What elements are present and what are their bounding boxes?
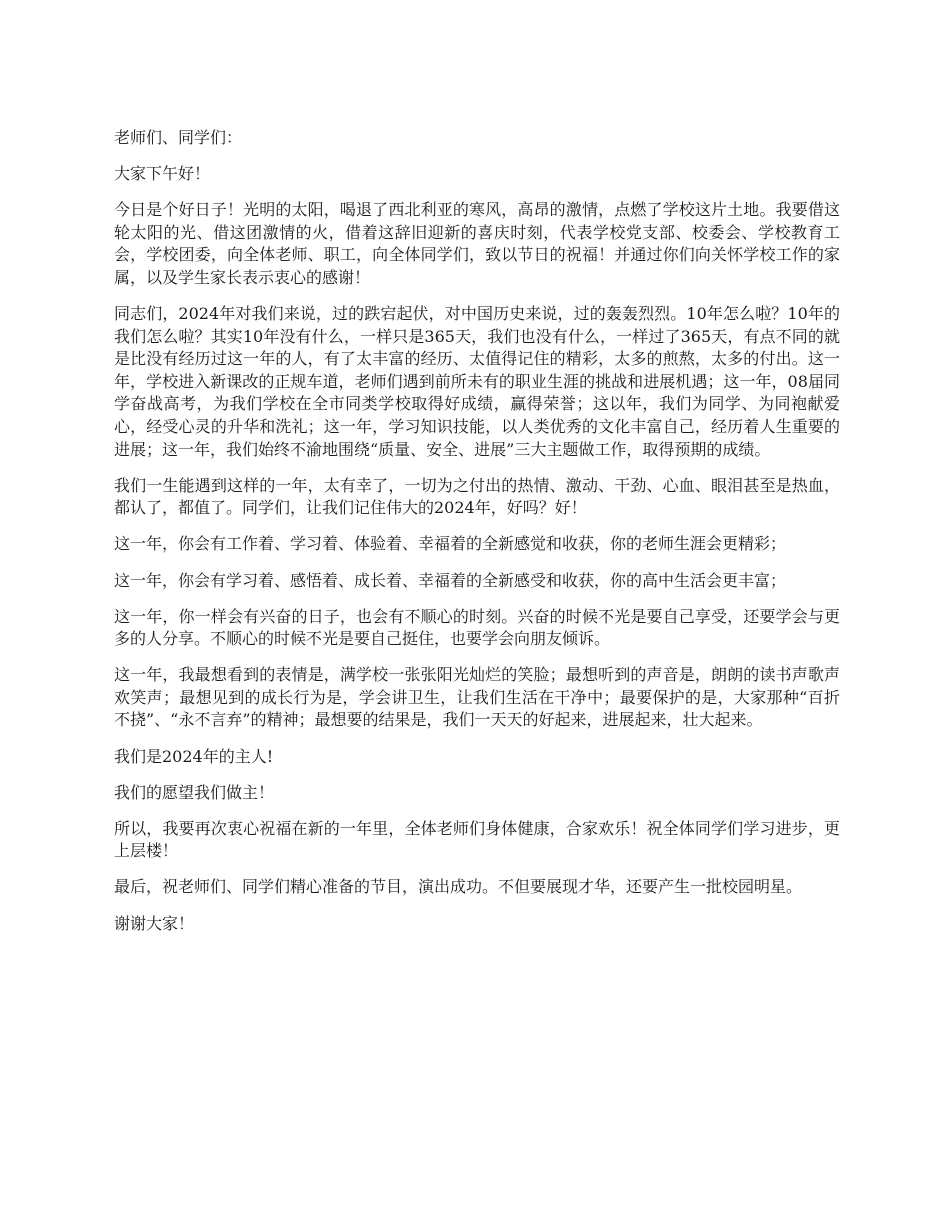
paragraph-teachers-year: 这一年，你会有工作着、学习着、体验着、幸福着的全新感觉和收获，你的老师生涯会更精彩； [114,534,787,554]
salutation: 老师们、同学们： [114,128,243,147]
greeting: 大家下午好！ [114,164,211,184]
document-page [114,127,840,949]
paragraph-our-wish: 我们的愿望我们做主！ [114,782,275,802]
paragraph-masters-of-year: 我们是2024年的主人! [114,746,274,766]
paragraph-closing: 最后，祝老师们、同学们精心准备的节目，演出成功。不但要展现才华，还要产生一批校园明星。 [114,877,803,897]
thanks-line: 谢谢大家！ [114,913,195,933]
paragraph-students-year: 这一年，你会有学习着、感悟着、成长着、幸福着的全新感受和收获，你的高中生活会更丰富； [114,570,787,590]
paragraph-year-review: 同志们，2024年对我们来说，过的跌宕起伏，对中国历史来说，过的轰轰烈烈。10年怎么啦？10年的我们怎么啦？其实10年没有什么，一样只是365天，我们也没有什么，一样过了365天，有点不同的就是比没有经历过这一年的人，有了太丰富的经历、太值得记住的精彩，太多的煎熬，太多的付出。这一年，学校进入新课改的正规车道，老师们遇到前所未有的职业生涯的挑战和进展机遇；这一年，08届同学奋战高考，为我们学校在全市同类学校取得好成绩，赢得荣誉；这以年，我们为同学、为同袍献爱心，经受心灵的升华和洗礼；这一年，学习知识技能，以人类优秀的文化丰富自己，经历着人生重要的进展；这一年，我们始终不渝地围绕“质量、安全、进展”三大主题做工作，取得预期的成绩。 [114,304,840,459]
paragraph-opening: 今日是个好日子！光明的太阳，喝退了西北利亚的寒风，高昂的激情，点燃了学校这片土地。我要借这轮太阳的光、借这团激情的火，借着这辞旧迎新的喜庆时刻，代表学校党支部、校委会、学校教育工会，学校团委，向全体老师、职工，向全体同学们，致以节日的祝福！并通过你们向关怀学校工作的家属，以及学生家长表示衷心的感谢！ [114,200,840,287]
paragraph-blessing: 所以，我要再次衷心祝福在新的一年里，全体老师们身体健康，合家欢乐！祝全体同学们学习进步，更上层楼！ [114,818,840,861]
paragraph-fortunate-year: 我们一生能遇到这样的一年，太有幸了，一切为之付出的热情、激动、干劲、心血、眼泪甚至是热血，都认了，都值了。同学们，让我们记住伟大的2024年，好吗？好！ [114,475,840,518]
paragraph-hopes: 这一年，我最想看到的表情是，满学校一张张阳光灿烂的笑脸；最想听到的声音是，朗朗的读书声歌声欢笑声；最想见到的成长行为是，学会讲卫生，让我们生活在干净中；最要保护的是，大家那种“百折不挠”、“永不言弃”的精神；最想要的结果是，我们一天天的好起来，进展起来，壮大起来。 [114,665,840,730]
paragraph-ups-and-downs: 这一年，你一样会有兴奋的日子，也会有不顺心的时刻。兴奋的时候不光是要自己享受，还要学会与更多的人分享。不顺心的时候不光是要自己挺住，也要学会向朋友倾诉。 [114,606,840,649]
